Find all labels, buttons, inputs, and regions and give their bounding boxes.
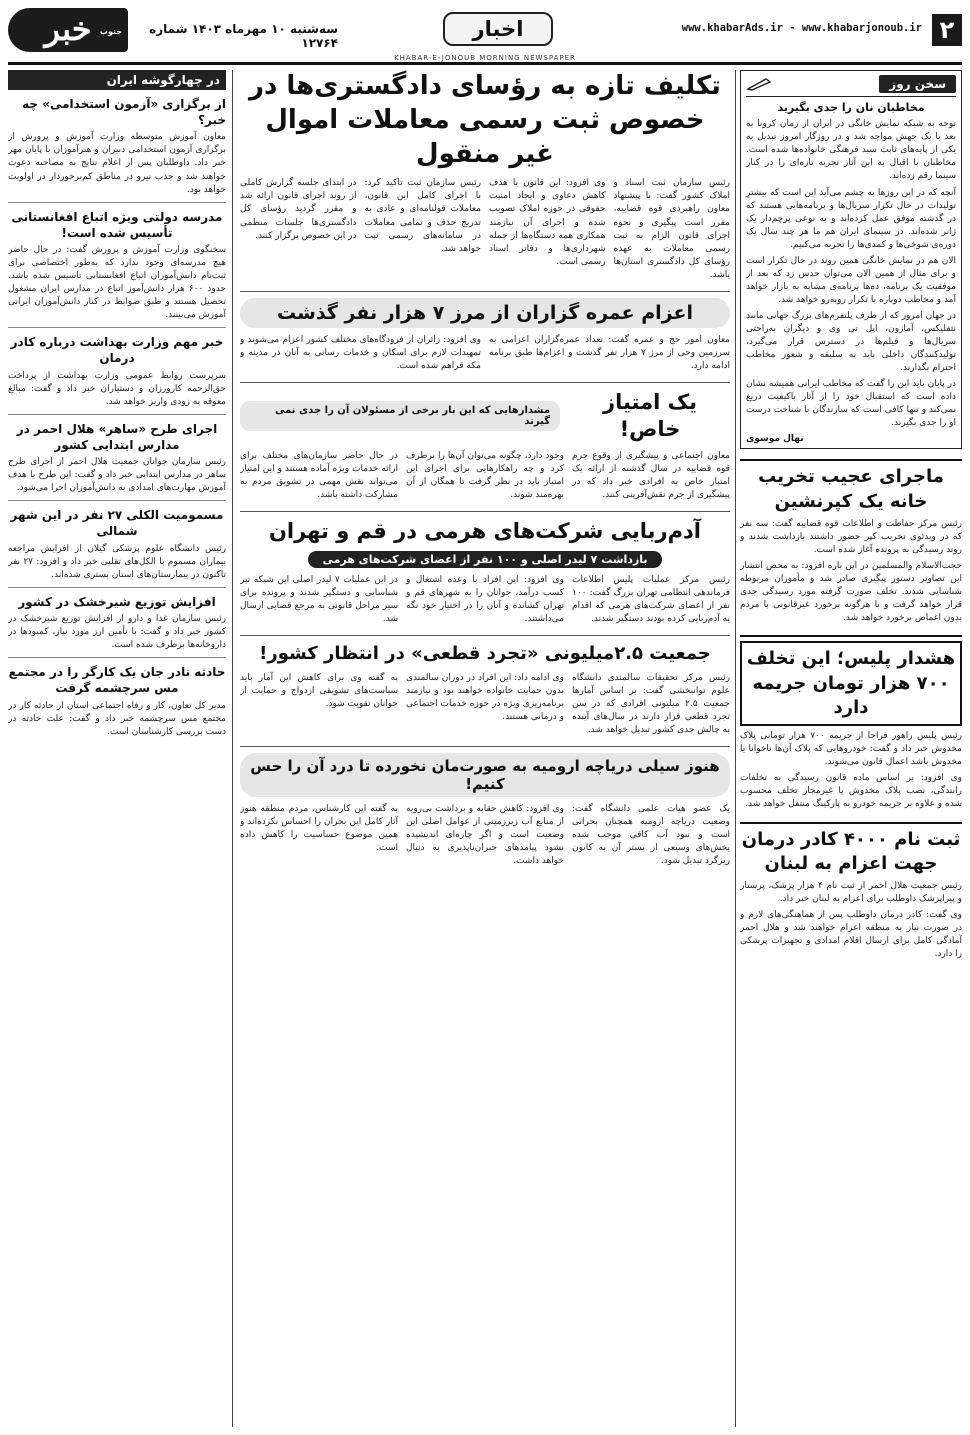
paragraph: وی گفت: کادر درمان داوطلب پس از هماهنگی‌های لازم و در صورت نیاز به منطقه اعزام خواهند شد و هلال احمر آمادگی کامل برای ارسال اقلام امدادی و تجهیزات پزشکی را دارد.: [740, 910, 962, 960]
paragraph: رئیس سازمان ثبت تاکید کرد: با اجرای کامل این قانون، معاملات قولنامه‌ای و عادی به تدریج حذف و تمامی معاملات در سامانه‌های رسمی ثبت خواهد شد.: [364, 178, 481, 254]
headline: ماجرای عجیب تخریب خانه یک کپرنشین: [758, 466, 944, 512]
paragraph: الان هم در نمایش خانگی همین روند در حال تکرار است و برای مثال از همین الان می‌توان حدس زد که بعد از موفقیت یک برنامه، ده‌ها برنامه‌ی مشابه به بازار خواهد آمد و مخاطب دوباره با تکرار روبه‌رو خواهد شد.: [746, 255, 956, 305]
divider: [8, 414, 226, 415]
brief-headline: اجرای طرح «ساهر» هلال احمر در مدارس ابتدایی کشور: [16, 421, 218, 452]
dateline: سه‌شنبه ۱۰ مهرماه ۱۴۰۳ شماره ۱۲۷۶۴: [149, 22, 338, 50]
brief-headline: خبر مهم وزارت بهداشت درباره کادر درمان: [10, 335, 224, 366]
brief-body: رئیس سازمان جوانان جمعیت هلال احمر از اجرای طرح ساهر در مدارس ابتدایی خبر داد و گفت: این طرح با هدف آموزش مهارت‌های امدادی به دانش‌آموزان اجرا می‌شود.: [8, 457, 226, 494]
paragraph: رئیس پلیس راهور فراجا از جریمه ۷۰۰ هزار تومانی پلاک مخدوش خبر داد و گفت: خودروهایی که پلاک آن‌ها ناخوانا یا مخدوش باشد اعمال قانون می‌شوند.: [740, 731, 962, 768]
headline-row: [240, 389, 730, 444]
headline: جمعیت ۲.۵میلیونی «تجرد قطعی» در انتظار کشور!: [259, 643, 711, 665]
story-body: [240, 574, 730, 629]
brief-item: [8, 334, 226, 409]
editorial-title: مخاطبان نان را جدی بگیرید: [777, 101, 925, 114]
editorial-author: نهال موسوی: [746, 434, 804, 445]
editorial-header: [746, 75, 956, 97]
story-special-privilege: [240, 389, 730, 512]
divider: [8, 202, 226, 203]
brief-item: [8, 664, 226, 739]
story-body: [740, 880, 962, 961]
divider: [8, 587, 226, 588]
paragraph: در حال حاضر سازمان‌های مختلف برای ارائه خدمات ویژه آماده هستند و این امتیاز می‌تواند نقش مهمی در تشویق مردم به مشارکت داشته باشد.: [240, 450, 398, 500]
paragraph: وی ادامه داد: این افراد در دوران سالمندی بدون حمایت خانواده خواهند بود و نیازمند برنامه‌ریزی ویژه در حوزه خدمات اجتماعی و درمانی هستند.: [406, 672, 564, 722]
paragraph: در این عملیات ۷ لیدر اصلی این شبکه نیز شناسایی و دستگیر شدند و پرونده برای سیر مراحل قانونی به مرجع قضایی ارسال شد.: [240, 574, 398, 625]
paragraph: یک عضو هیات علمی دانشگاه گفت: وضعیت دریاچه ارومیه همچنان بحرانی است و نبود آب کافی موجب شده بخش‌های وسیعی از بستر آن به کانون ریزگرد تبدیل شود.: [572, 803, 730, 866]
paragraph: در جهان امروز که از طرف پلتفرم‌های بزرگ جهانی مانند نتفلیکس، آمازون، اپل تی وی و دیگران به‌راحتی سریال‌ها و فیلم‌ها در دسترس قرار می‌گیرد، تولیدکنندگان داخلی باید به سلیقه و شعور مخاطب احترام بگذارند.: [746, 310, 956, 374]
left-column: [8, 70, 226, 1427]
page-number: ۲: [932, 14, 962, 46]
paragraph: وجود دارد، چگونه می‌توان آن‌ها را برطرف کرد و چه راهکارهایی برای اجرای این امتیاز باید در نظر گرفت تا همگان از آن بهره‌مند شوند.: [406, 450, 564, 500]
brief-body: رئیس دانشگاه علوم پزشکی گیلان از افزایش مراجعه بیماران مسموم با الکل‌های تقلبی خبر داد و افزود: ۲۷ نفر تاکنون در بیمارستان‌های استان بستری شده‌اند.: [8, 543, 226, 580]
story-urmia-lake: [240, 753, 730, 877]
headline: آدم‌ربایی شرکت‌های هرمی در قم و تهران: [268, 518, 702, 543]
story-lebanon: [740, 822, 962, 962]
center-column: [240, 70, 730, 1427]
brief-headline: حادثه نادر جان یک کارگر را در مجتمع مس سرچشمه گرفت: [8, 665, 226, 696]
brief-body: معاون آموزش متوسطه وزارت آموزش و پرورش از برگزاری آزمون استخدامی دبیران و هنرآموزان با پایان مهر خبر داد. داوطلبان پس از اعلام نتایج به مصاحبه دعوت خواهند شد و جذب نیرو در مناطق کم‌برخوردار در اولویت خواهد بود.: [8, 132, 226, 195]
website-urls[interactable]: www.khabarAds.ir - www.khabarjonoub.ir: [681, 22, 922, 34]
brief-headline: از برگزاری «آزمون استخدامی» چه خبر؟: [22, 97, 226, 128]
story-body: [240, 672, 730, 740]
section-title: اخبار: [443, 12, 553, 46]
english-tagline: KHABAR-E-JONOUB MORNING NEWSPAPER: [394, 54, 576, 62]
paragraph: وی افزود: زائران از فرودگاه‌های مختلف کشور اعزام می‌شوند و تمهیدات لازم برای اسکان و خدمات رسانی به آنان در مدینه و مکه فراهم شده است.: [240, 334, 481, 371]
headline: ثبت نام ۴۰۰۰ کادر درمان جهت اعزام به لبنان: [741, 828, 961, 874]
paragraph: وی افزود: بر اساس ماده قانون رسیدگی به تخلفات رانندگی، نصب پلاک مخدوش یا غیرمجاز تخلف محسوب شده و علاوه بر جریمه خودرو به پارکینگ منتقل خواهد شد.: [740, 773, 962, 810]
pen-icon: [746, 77, 772, 91]
story-body: [240, 803, 730, 871]
paragraph: رئیس مرکز تحقیقات سالمندی دانشگاه علوم توانبخشی گفت: بر اساس آمارها جمعیت ۲.۵ میلیونی افرادی که در سن تجرد قطعی قرار دارند در سال‌های آینده به چالش جدی کشور تبدیل خواهد شد.: [572, 672, 730, 735]
headline: یک امتیاز خاص!: [603, 389, 698, 442]
paragraph: به گفته وی برای کاهش این آمار باید سیاست‌های تشویقی ازدواج و حمایت از جوانان تقویت شود.: [240, 672, 398, 709]
divider: [8, 500, 226, 501]
brief-body: رئیس سازمان غذا و دارو از افزایش توزیع شیرخشک در کشور خبر داد و گفت: با تأمین ارز مورد نیاز، کمبودها در داروخانه‌ها برطرف شده است.: [8, 614, 226, 651]
story-body: [740, 730, 962, 811]
lead-body: [240, 177, 730, 284]
brief-headline: افزایش توزیع شیرخشک در کشور: [18, 594, 216, 609]
brief-body: سخنگوی وزارت آموزش و پرورش گفت: در حال حاضر هیچ مدرسه‌ای وجود ندارد که به‌طور اختصاصی برای ثبت‌نام دانش‌آموزان اتباع افغانستانی تاسیس شده باشد. حدود ۶۰۰ هزار دانش‌آموز اتباع در مدارس ایران مشغول تحصیل هستند و طبق ضوابط در کنار دانش‌آموزان ایرانی آموزش می‌بینند.: [8, 244, 226, 321]
brief-item: [8, 421, 226, 496]
editorial-box: [740, 70, 962, 449]
brief-body: مدیر کل تعاون، کار و رفاه اجتماعی استان از حادثه کار در مجتمع مس سرچشمه خبر داد و گفت: علت حادثه در دست بررسی کارشناسان است.: [8, 700, 226, 737]
column-divider: [735, 70, 736, 1427]
section-bar: در چهارگوشه ایران: [8, 70, 226, 90]
paragraph: در پایان باید این را گفت که مخاطب ایرانی همیشه نشان داده است که استقبال خود را از آثار باکیفیت دریغ نمی‌کند و تنها کافی است که سازندگان با شناخت درست او را جدی بگیرند.: [746, 379, 956, 429]
story-body: [240, 450, 730, 505]
kicker: مشدارهایی که این بار برخی از مسئولان آن را جدی نمی گیرند: [240, 401, 560, 431]
paragraph: وی افزود: این قانون با هدف کاهش دعاوی و ایجاد امنیت حقوقی در حوزه املاک تصویب شده و اجرای آن نیازمند همکاری همه دستگاه‌ها از جمله شهرداری‌ها و دفاتر اسناد رسمی است.: [489, 178, 606, 267]
story-celibacy: [240, 642, 730, 747]
paragraph: وی افزود: این افراد با وعده اشتغال و کسب درآمد، جوانان را به شهرهای قم و تهران کشانده و آنان را در اختیار خود نگه می‌داشتند.: [406, 574, 564, 625]
subheadline: بازداشت ۷ لیدر اصلی و ۱۰۰ نفر از اعضای شرکت‌های هرمی: [308, 551, 661, 568]
brief-headline: مسمومیت الکلی ۲۷ نفر در این شهر شمالی: [10, 508, 224, 539]
brief-item: [8, 96, 226, 197]
paragraph: به گفته این کارشناس، مردم منطقه هنوز آثار کامل این بحران را احساس نکرده‌اند و همین موضوع حساسیت را کاهش داده است.: [240, 803, 398, 853]
brief-body: سرپرست روابط عمومی وزارت بهداشت از پرداخت حق‌الزحمه کارورزان و دستیاران خبر داد و گفت: مبالغ معوقه به زودی واریز خواهد شد.: [8, 370, 226, 407]
paragraph: معاون اجتماعی و پیشگیری از وقوع جرم قوه قضاییه در سال گذشته از ارائه یک امتیاز خاص به افرادی خبر داد که در پیشگیری از جرم نقش‌آفرینی کنند.: [572, 450, 730, 500]
header-rule: [8, 62, 962, 65]
paragraph: رئیس سازمان ثبت اسناد و املاک کشور گفت: با پیشنهاد معاون راهبردی قوه قضاییه، مقرر است پیگیری و نحوه اجرای قانون الزام به ثبت رسمی معاملات به عهده رؤسای کل دادگستری استان‌ها باشد.: [613, 178, 730, 280]
column-divider: [232, 70, 233, 1427]
story-body: [740, 518, 962, 625]
paragraph: وی افزود: کاهش حقابه و برداشت بی‌رویه از منابع آب زیرزمینی از عوامل اصلی این وضعیت است و اگر چاره‌ای اندیشیده نشود پیامدهای جبران‌ناپذیری به دنبال خواهد داشت.: [406, 803, 564, 866]
headline: اعزام عمره گزاران از مرز ۷ هزار نفر گذشت: [240, 298, 730, 328]
story-pyramid-companies: [240, 518, 730, 636]
logo-text: خبر: [44, 10, 92, 48]
divider: [8, 327, 226, 328]
paragraph: حجت‌الاسلام والمسلمین در این باره افزود: به محض انتشار این تصاویر دستور پیگیری صادر شد و مأموران مربوطه شناسایی شدند. تخلف صورت گرفته مورد رسیدگی جدی قرار خواهد گرفت و با هرگونه برخورد غیرقانونی با مردم بدون اغماض برخورد خواهد شد.: [740, 561, 962, 624]
brief-headline: مدرسه دولتی ویژه اتباع افغانستانی تأسیس شده است!: [11, 209, 223, 240]
paragraph: رئیس مرکز حفاظت و اطلاعات قوه قضاییه گفت: سه نفر که در ویدئوی تخریب کپر حضور داشتند بازداشت شدند و روند رسیدگی به پرونده آغاز شده است.: [740, 518, 962, 556]
paragraph: رئیس مرکز عملیات پلیس اطلاعات فرماندهی انتظامی تهران بزرگ گفت: ۱۰۰ نفر از اعضای شرکت‌های هرمی که اقدام به آدم‌ربایی کرده بودند دستگیر شدند.: [572, 574, 730, 625]
paragraph: در ابتدای جلسه گزارش کاملی از روند اجرای قانون ارائه شد و مقرر گردید رؤسای کل دادگستری‌ها جلسات منظمی در این خصوص برگزار کنند.: [240, 178, 357, 241]
paragraph: آنچه که در این روزها به چشم می‌آید این است که بیشترِ تولیدات در حال تکرار سریال‌ها و برنامه‌هایی هستند که در گذشته موفق عمل کرده‌اند و به نوعی پرچم‌دار یک ژانر شده‌اند. در سینمای ایران هم ما هر چند سال یک دوره‌ی شوخی‌ها و کمدی‌ها را تجربه می‌کنیم.: [746, 187, 956, 250]
headline: هنوز سیلی دریاچه ارومیه به صورت‌مان نخورده تا درد آن را حس کنیم!: [240, 753, 730, 797]
right-column: [740, 70, 962, 1427]
brief-item: [8, 507, 226, 582]
lead-story: [240, 70, 730, 292]
lead-headline: تکلیف تازه به رؤسای دادگستری‌ها در خصوص ثبت رسمی معاملات اموال غیر منقول: [249, 71, 721, 169]
editorial-body: [746, 118, 956, 430]
newspaper-logo: [8, 8, 128, 52]
story-police-warning: [740, 635, 962, 811]
brief-item: [8, 209, 226, 323]
paragraph: توجه به شبکه نمایش خانگی در ایران از زمان کرونا به بعد با یک جهش مواجه شد و در روزگار امروز تبدیل به یکی از پایه‌های ثابت سبد فرهنگی خانواده‌ها شده است. مخاطبان با اقبال به این آثار تجربه تازه‌ای را در کنار سینما رقم زده‌اند.: [746, 119, 956, 182]
headline: هشدار پلیس؛ این تخلف ۷۰۰ هزار تومان جریمه دارد: [740, 641, 962, 726]
divider: [8, 657, 226, 658]
brief-item: [8, 594, 226, 652]
story-body: [240, 334, 730, 376]
logo-sub: جنوب: [99, 27, 122, 36]
story-umrah: [240, 298, 730, 383]
story-kapar: [740, 459, 962, 625]
paragraph: معاون امور حج و عمره گفت: تعداد عمره‌گزاران اعزامی به سرزمین وحی از مرز ۷ هزار نفر گذشت و اعزام‌ها طبق برنامه ادامه دارد.: [489, 334, 730, 371]
paragraph: رئیس جمعیت هلال احمر از ثبت نام ۴ هزار پزشک، پرستار و پیراپزشک داوطلب برای اعزام به لبنان خبر داد.: [740, 881, 962, 905]
editorial-label: سخن روز: [879, 75, 956, 93]
masthead: [8, 8, 962, 54]
